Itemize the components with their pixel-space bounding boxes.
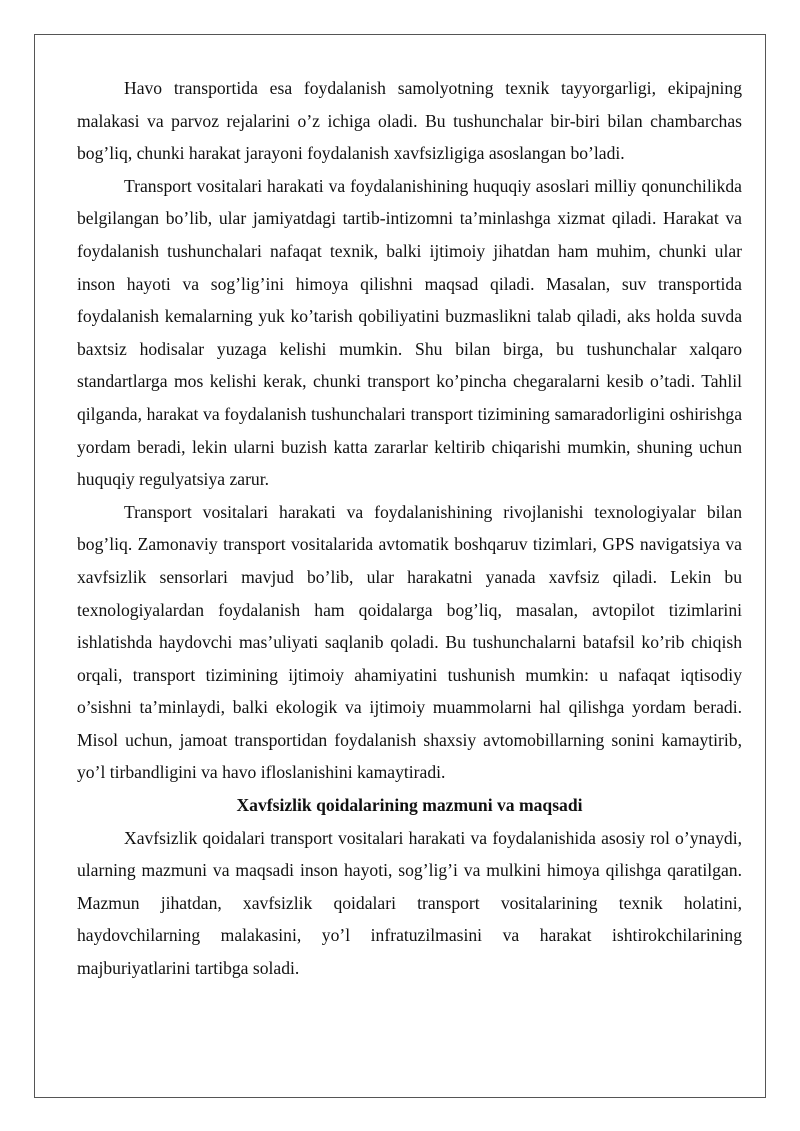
paragraph-air-transport: Havo transportida esa foydalanish samolyotning texnik tayyorgarligi, ekipajning malakasi va parvoz rejalarini o’z ichiga oladi. Bu tushunchalar bir-biri bilan chambarchas bog’liq, chunki harakat jarayoni foydalanish xavfsizligiga asoslangan bo’ladi.: [77, 78, 742, 164]
section-heading: Xavfsizlik qoidalarining mazmuni va maqsadi: [236, 795, 583, 816]
paragraph-legal-basis: Transport vositalari harakati va foydalanishining huquqiy asoslari milliy qonunchilikda belgilangan bo’lib, ular jamiyatdagi tartib-intizomni ta’minlashga xizmat qiladi. Harakat va foydalanish tushunchalari nafaqat texnik, balki ijtimoiy jihatdan ham muhim, chunki ular inson hayoti va sog’lig’ini himoya qilishni maqsad qiladi. Masalan, suv transportida foydalanish kemalarning yuk ko’tarish qobiliyatini buzmaslikni talab qiladi, aks holda suvda baxtsiz hodisalar yuzaga kelishi mumkin. Shu bilan birga, bu tushunchalar xalqaro standartlarga mos kelishi kerak, chunki transport ko’pincha chegaralarni kesib o’tadi. Tahlil qilganda, harakat va foydalanish tushunchalari transport tizimining samaradorligini oshirishga yordam beradi, lekin ularni buzish katta zararlar keltirib chiqarishi mumkin, shuning uchun huquqiy regulyatsiya zarur.: [77, 175, 742, 490]
document-body: [77, 72, 742, 985]
paragraph-safety-rules: Xavfsizlik qoidalari transport vositalari harakati va foydalanishida asosiy rol o’ynaydi, ularning mazmuni va maqsadi inson hayoti, sog’lig’i va mulkini himoya qilishga qaratilgan. Mazmun jihatdan, xavfsizlik qoidalari transport vositalarining texnik holatini, haydovchilarning malakasini, yo’l infratuzilmasini va harakat ishtirokchilarining majburiyatlarini tartibga soladi.: [77, 827, 742, 979]
paragraph-technology: Transport vositalari harakati va foydalanishining rivojlanishi texnologiyalar bilan bog’liq. Zamonaviy transport vositalarida avtomatik boshqaruv tizimlari, GPS navigatsiya va xavfsizlik sensorlari mavjud bo’lib, ular harakatni yanada xavfsiz qiladi. Lekin bu texnologiyalardan foydalanish ham qoidalarga bog’liq, masalan, avtopilot tizimlarini ishlatishda haydovchi mas’uliyati saqlanib qoladi. Bu tushunchalarni batafsil ko’rib chiqish orqali, transport tizimining ijtimoiy ahamiyatini tushunish mumkin: u nafaqat iqtisodiy o’sishni ta’minlaydi, balki ekologik va ijtimoiy muammolarni hal qilishga yordam beradi. Misol uchun, jamoat transportidan foydalanish shaxsiy avtomobillarning sonini kamaytirib, yo’l tirbandligini va havo ifloslanishini kamaytiradi.: [77, 501, 742, 783]
